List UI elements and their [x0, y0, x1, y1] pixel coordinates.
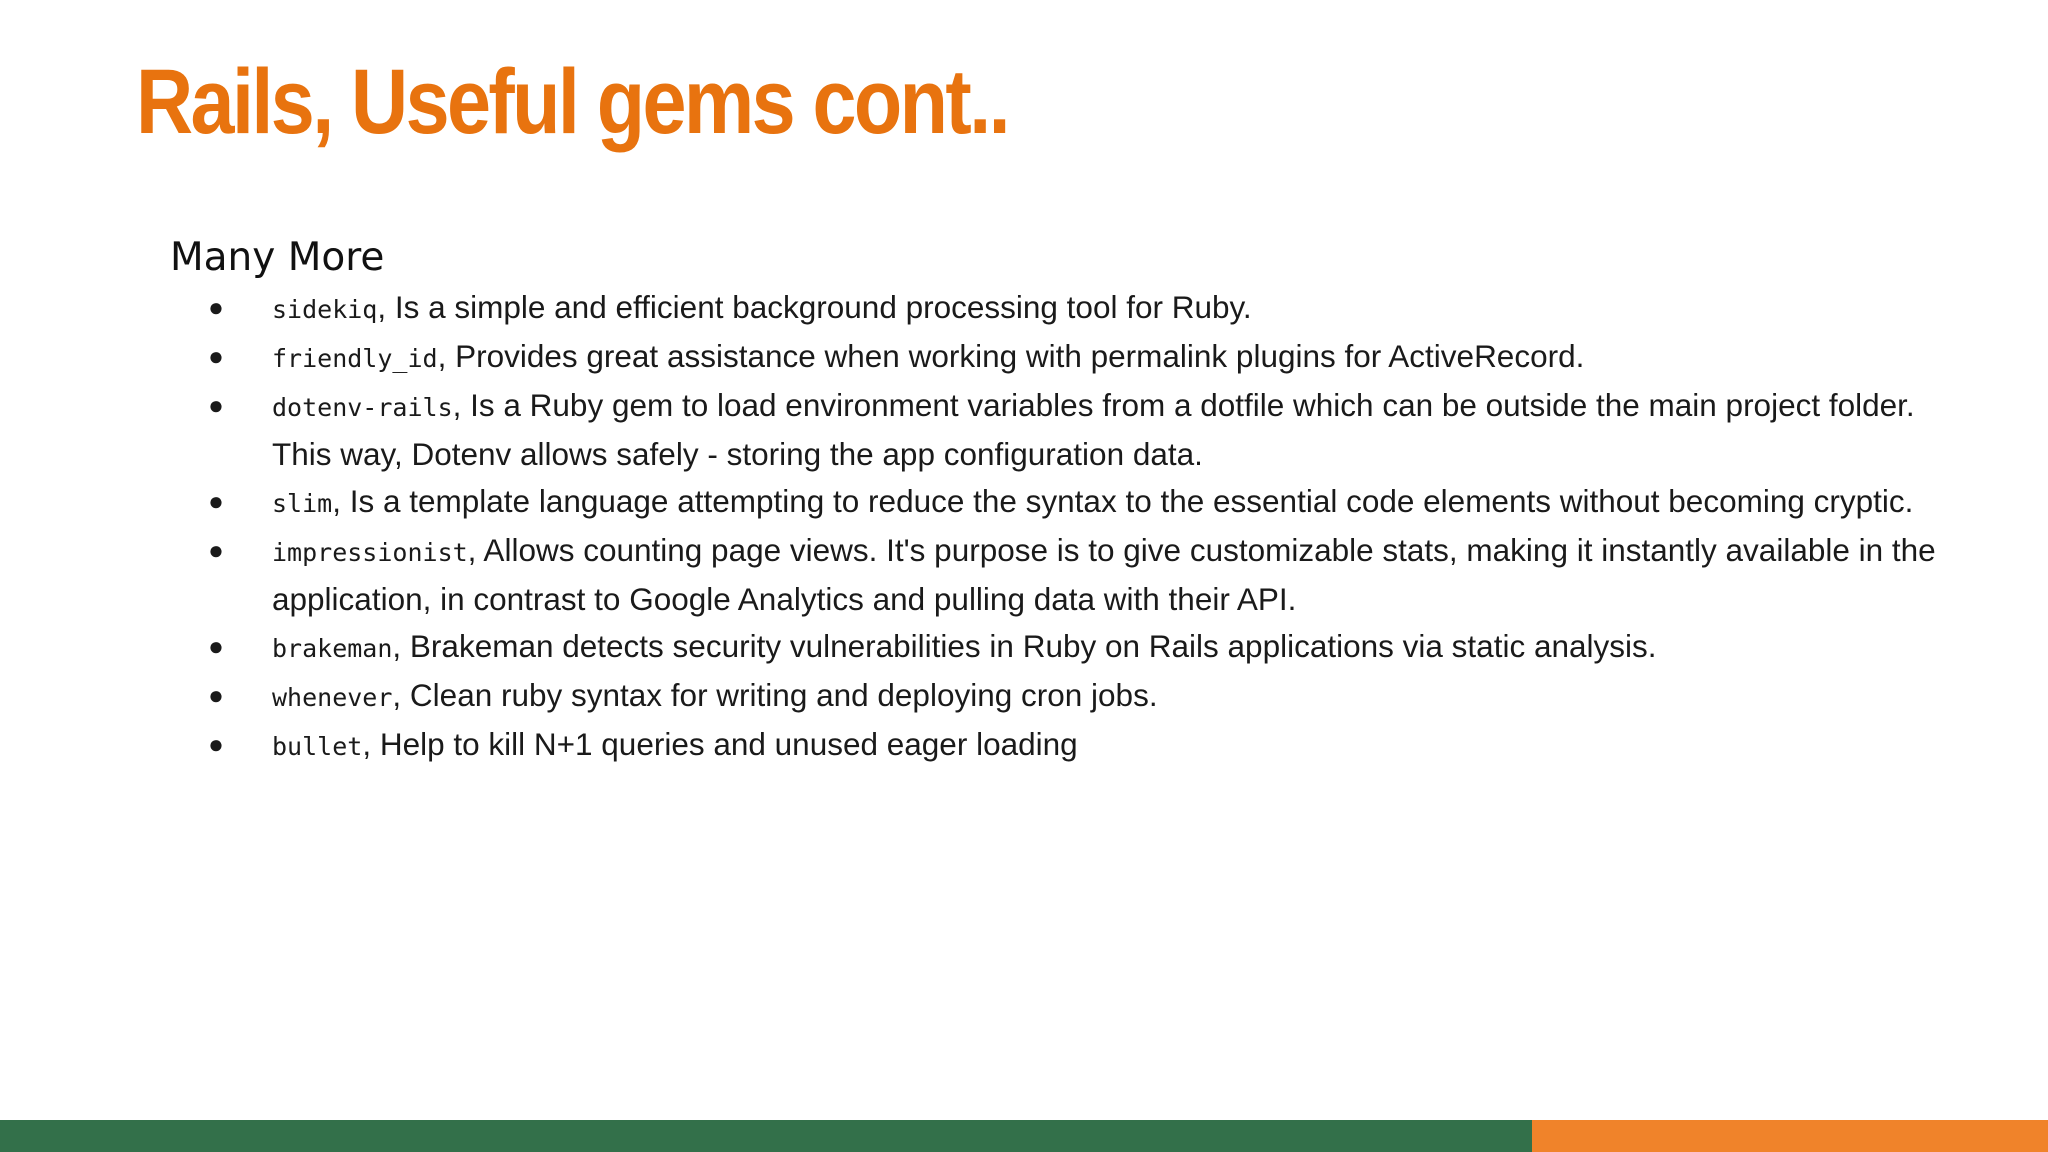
bullet-icon: ●: [208, 535, 224, 565]
gem-description: , Brakeman detects security vulnerabilities in Ruby on Rails applications via static analysis.: [392, 628, 1657, 664]
list-item: [204, 672, 1964, 721]
footer-bar-green: [0, 1120, 1532, 1152]
gem-name: slim: [272, 489, 333, 518]
gem-description: , Is a simple and efficient background processing tool for Ruby.: [377, 289, 1252, 325]
gem-description: , Help to kill N+1 queries and unused eager loading: [362, 726, 1078, 762]
slide-title: Rails, Useful gems cont..: [136, 51, 1008, 153]
list-item: [204, 382, 1964, 478]
footer-bar-orange: [1532, 1120, 2048, 1152]
gem-description: , Clean ruby syntax for writing and deploying cron jobs.: [392, 677, 1158, 713]
gem-list: [204, 284, 1964, 770]
list-item: [204, 333, 1964, 382]
gem-name: sidekiq: [272, 295, 378, 324]
gem-name: dotenv-rails: [272, 393, 453, 422]
gem-description: , Is a template language attempting to reduce the syntax to the essential code elements without becoming cryptic.: [332, 483, 1914, 519]
list-item: [204, 527, 1964, 623]
bullet-icon: ●: [208, 486, 224, 516]
gem-name: brakeman: [272, 634, 393, 663]
bullet-icon: ●: [208, 390, 224, 420]
gem-name: impressionist: [272, 538, 468, 567]
gem-name: friendly_id: [272, 344, 438, 373]
bullet-icon: ●: [208, 680, 224, 710]
gem-name: bullet: [272, 732, 363, 761]
gem-description: , Is a Ruby gem to load environment variables from a dotfile which can be outside the main project folder. This way, Dotenv allows safely - storing the app configuration data.: [272, 387, 1915, 472]
gem-description: , Allows counting page views. It's purpose is to give customizable stats, making it instantly available in the application, in contrast to Google Analytics and pulling data with their API.: [272, 532, 1936, 617]
bullet-icon: ●: [208, 341, 224, 371]
slide-subtitle: Many More: [170, 235, 385, 280]
bullet-icon: ●: [208, 631, 224, 661]
list-item: [204, 284, 1964, 333]
gem-name: whenever: [272, 683, 393, 712]
gem-description: , Provides great assistance when working with permalink plugins for ActiveRecord.: [437, 338, 1585, 374]
list-item: [204, 721, 1964, 770]
list-item: [204, 623, 1964, 672]
bullet-icon: ●: [208, 292, 224, 322]
bullet-icon: ●: [208, 729, 224, 759]
list-item: [204, 478, 1964, 527]
